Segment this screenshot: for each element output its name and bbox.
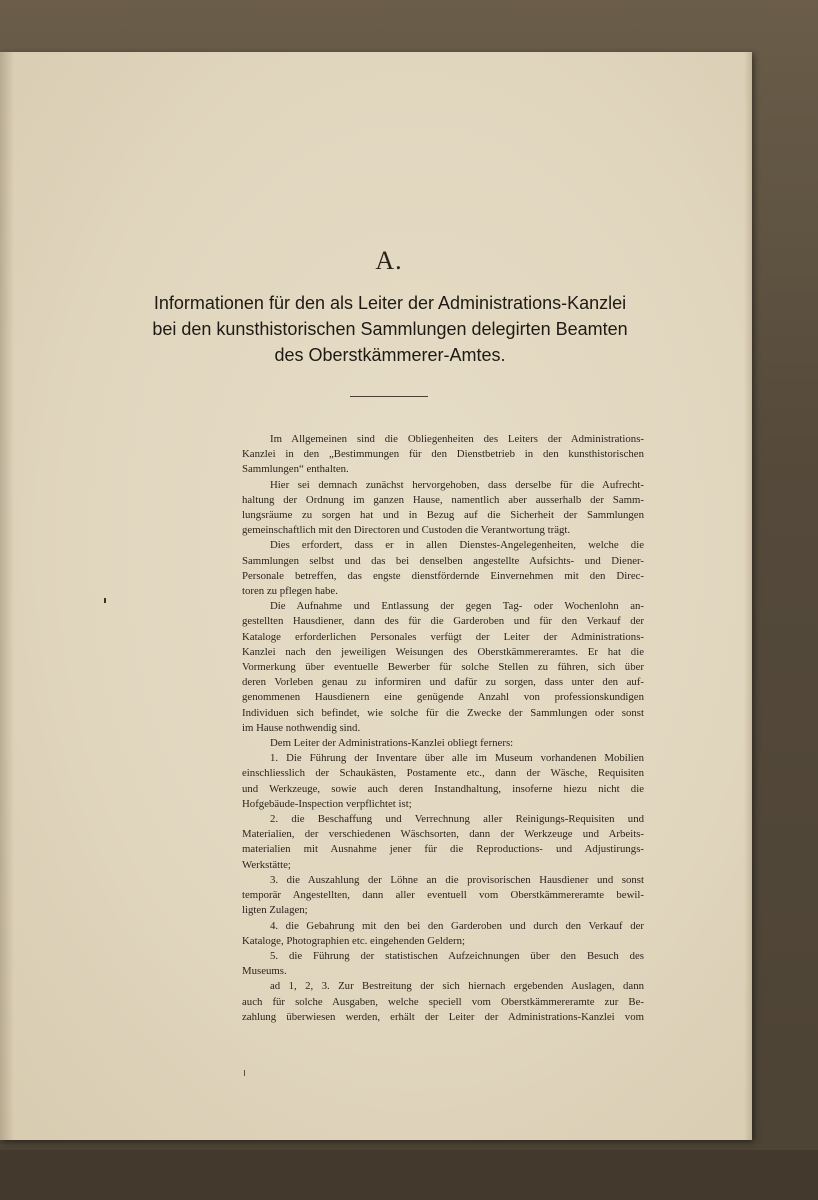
body-line: einschliesslich der Schaukästen, Postamente etc., dann der Wäsche, Requisiten xyxy=(242,767,644,780)
body-line: Museums. xyxy=(242,965,287,978)
body-line: materialien mit Ausnahme jener für die Reproductions- und Adjustirungs- xyxy=(242,843,644,856)
body-line: Kanzlei nach den jeweiligen Weisungen des Oberstkämmereramtes. Er hat die xyxy=(242,645,644,658)
body-line: Personale betreffen, das engste dienstfördernde Einvernehmen mit den Direc- xyxy=(242,569,644,582)
section-letter: A. xyxy=(375,246,403,275)
body-line: Kanzlei in den „Bestimmungen für den Dienstbetrieb in den kunsthistorischen xyxy=(242,448,644,461)
page-fold-shadow xyxy=(0,52,14,1140)
title-line: Informationen für den als Leiter der Administrations-Kanzlei xyxy=(153,293,627,313)
title-divider xyxy=(350,396,428,397)
page-edge xyxy=(744,52,752,1140)
body-line: deren Vorleben genau zu informiren und dafür zu sorgen, dass unter den auf- xyxy=(242,676,644,689)
body-line: Hier sei demnach zunächst hervorgehoben, dass derselbe für die Aufrecht- xyxy=(270,478,644,491)
body-line: Hofgebäude-Inspection verpflichtet ist; xyxy=(242,797,412,810)
body-line: zahlung überwiesen werden, erhält der Leiter der Administrations-Kanzlei vom xyxy=(242,1010,644,1023)
body-line: im Hause nothwendig sind. xyxy=(242,721,361,734)
body-line: Kataloge, Photographien etc. eingehenden Geldern; xyxy=(242,934,466,947)
body-line: 3. die Auszahlung der Löhne an die provisorischen Hausdiener und sonst xyxy=(270,873,644,886)
body-line: lungsräume zu sorgen hat und in Bezug auf die Sicherheit der Sammlungen xyxy=(242,509,644,522)
margin-mark xyxy=(104,598,106,603)
body-line: ad 1, 2, 3. Zur Bestreitung der sich hiernach ergebenden Auslagen, dann xyxy=(270,980,644,993)
body-line: Sammlungen“ enthalten. xyxy=(242,463,349,476)
document-body xyxy=(242,432,644,1025)
body-line: Sammlungen selbst und das bei denselben angestellte Aufsichts- und Diener- xyxy=(242,554,644,567)
margin-mark xyxy=(244,1070,245,1076)
body-line: Materialien, der verschiedenen Wäschsorten, dann der Werkzeuge und Arbeits- xyxy=(242,828,644,841)
body-line: toren zu pflegen habe. xyxy=(242,585,338,598)
body-line: Im Allgemeinen sind die Obliegenheiten des Leiters der Administrations- xyxy=(270,433,644,445)
title-line: bei den kunsthistorischen Sammlungen delegirten Beamten xyxy=(152,319,628,339)
body-line: Werkstätte; xyxy=(242,858,291,871)
body-line: gemeinschaftlich mit den Directoren und Custoden die Verantwortung trägt. xyxy=(242,524,571,537)
body-line: 5. die Führung der statistischen Aufzeichnungen über den Besuch des xyxy=(270,949,644,962)
body-line: und Werkzeuge, sowie auch deren Instandhaltung, insoferne hiezu nicht die xyxy=(242,782,644,795)
scan-backdrop-bottom xyxy=(0,1150,818,1200)
body-line: Die Aufnahme und Entlassung der gegen Tag- oder Wochenlohn an- xyxy=(270,600,644,613)
document-title xyxy=(120,290,660,368)
body-line: ligten Zulagen; xyxy=(242,904,308,917)
body-line: 4. die Gebahrung mit den bei den Garderoben und durch den Verkauf der xyxy=(270,919,644,932)
body-line: 2. die Beschaffung und Verrechnung aller Reinigungs-Requisiten und xyxy=(270,813,644,826)
title-line: des Oberstkämmerer-Amtes. xyxy=(274,345,506,365)
body-line: Dies erfordert, dass er in allen Dienstes-Angelegenheiten, welche die xyxy=(270,539,644,552)
body-line: Dem Leiter der Administrations-Kanzlei obliegt ferners: xyxy=(270,737,514,750)
body-line: Individuen sich befindet, wie solche für die Zwecke der Sammlungen oder sonst xyxy=(242,706,644,719)
body-line: 1. Die Führung der Inventare über alle im Museum vorhandenen Mobilien xyxy=(270,752,644,765)
body-line: Vormerkung über eventuelle Bewerber für solche Stellen zu führen, sich über xyxy=(242,661,644,674)
body-line: auch für solche Ausgaben, welche speciell vom Oberstkämmereramte zur Be- xyxy=(242,995,644,1008)
body-line: temporär Angestellten, dann aller eventuell vom Oberstkämmereramte bewil- xyxy=(242,889,644,902)
body-line: gestellten Hausdiener, dann des für die Garderoben und für den Verkauf der xyxy=(242,615,644,628)
body-line: Kataloge erforderlichen Personales verfügt der Leiter der Administrations- xyxy=(242,630,644,643)
body-line: haltung der Ordnung im ganzen Hause, namentlich aber ausserhalb der Samm- xyxy=(242,493,644,506)
body-line: genommenen Hausdienern eine genügende Anzahl von professionskundigen xyxy=(242,691,644,704)
